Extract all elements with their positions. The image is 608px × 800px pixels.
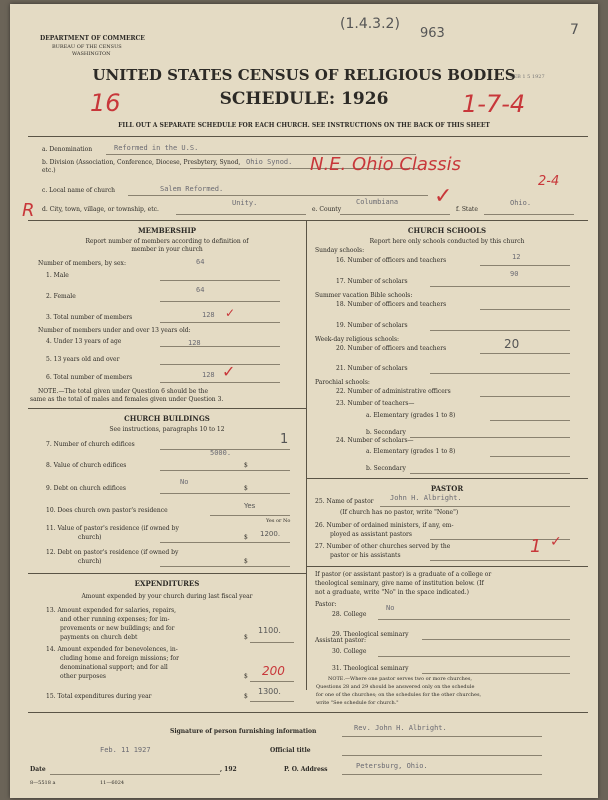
q10-label: 10. Does church own pastor's residence	[46, 507, 168, 514]
q11-label-a: 11. Value of pastor's residence (if owned by	[46, 525, 179, 532]
stamp-number: 963	[420, 26, 445, 41]
q27-line	[430, 560, 570, 561]
q25-note: (If church has no pastor, write "None")	[340, 509, 459, 516]
state-line	[484, 214, 574, 215]
q14-line	[250, 681, 294, 682]
graduate-text2: theological seminary, give name of institution below. (If	[315, 580, 484, 587]
city-label: WASHINGTON	[72, 51, 111, 57]
q7-value: 1	[280, 432, 289, 447]
city-field-label: d. City, town, village, or township, etc.	[42, 206, 159, 213]
q26-line	[430, 539, 570, 540]
q23a-line	[490, 420, 570, 421]
q22-line	[480, 396, 570, 397]
q2-value: 64	[196, 286, 205, 294]
q16-value: 12	[512, 253, 521, 261]
q17-label: 17. Number of scholars	[336, 278, 408, 285]
q10-line	[210, 515, 290, 516]
q6-check-annotation: ✓	[222, 362, 236, 381]
q6-value: 128	[202, 371, 215, 379]
footer-rule	[28, 712, 588, 713]
q4-line	[160, 346, 280, 347]
date-value: Feb. 11 1927	[100, 746, 151, 754]
expenditures-rule	[28, 573, 306, 574]
q12-line	[160, 566, 290, 567]
q13-line2: and other running expenses; for im-	[60, 616, 170, 623]
section-rule	[28, 220, 588, 221]
instructions-line: FILL OUT A SEPARATE SCHEDULE FOR EACH CHURCH. SEE INSTRUCTIONS ON THE BACK OF THIS SHEET	[118, 122, 490, 129]
summer-label: Summer vacation Bible schools:	[315, 292, 413, 299]
q1-value: 64	[196, 258, 205, 266]
sunday-label: Sunday schools:	[315, 247, 365, 254]
q14-line4: other purposes	[60, 673, 106, 680]
pencil-note: (1.4.3.2)	[340, 16, 400, 32]
local-name-value: Salem Reformed.	[160, 185, 224, 193]
q7-label: 7. Number of church edifices	[46, 441, 135, 448]
q3-check-annotation: ✓	[225, 306, 236, 320]
q27-label-b: pastor or his assistants	[330, 552, 401, 559]
q24a-line	[490, 456, 570, 457]
q26-label-a: 26. Number of ordained ministers, if any, em-	[315, 522, 454, 529]
q14-line1: 14. Amount expended for benevolences, in-	[46, 646, 178, 653]
q9-value: No	[180, 478, 189, 486]
county-line	[340, 214, 450, 215]
denomination-label: a. Denomination	[42, 146, 93, 153]
q15-dollar: $	[244, 693, 248, 700]
q20-line	[480, 353, 570, 354]
q25-label: 25. Name of pastor	[315, 498, 374, 505]
division-label: b. Division (Association, Conference, Diocese, Presbytery, Synod, etc.)	[42, 159, 241, 174]
signature-line	[342, 736, 542, 737]
q29-label: 29. Theological seminary	[332, 631, 409, 638]
buildings-rule	[28, 408, 306, 409]
q20-value: 20	[504, 337, 520, 351]
pastor-label: Pastor:	[315, 601, 337, 608]
q5-line	[160, 364, 280, 365]
q4-label: 4. Under 13 years of age	[46, 338, 122, 345]
yes-no-label: Yes or No	[266, 518, 291, 524]
q13-dollar: $	[244, 634, 248, 641]
q16-line	[480, 265, 570, 266]
state-value: Ohio.	[510, 199, 532, 207]
q13-line1: 13. Amount expended for salaries, repairs,	[46, 607, 177, 614]
q25-line	[380, 506, 570, 507]
q5-label: 5. 13 years old and over	[46, 356, 120, 363]
expenditures-heading: EXPENDITURES	[134, 579, 200, 588]
q3-label: 3. Total number of members	[46, 314, 133, 321]
date-label: Date	[30, 766, 46, 773]
official-title-label: Official title	[270, 747, 311, 754]
graduate-text3: not a graduate, write "No" in the space indicated.)	[315, 589, 469, 596]
corner-mark: 7	[570, 22, 579, 38]
local-name-line	[128, 195, 428, 196]
q16-label: 16. Number of officers and teachers	[336, 257, 447, 264]
denomination-value: Reformed in the U.S.	[114, 144, 199, 152]
q9-label: 9. Debt on church edifices	[46, 485, 126, 492]
bureau-label: BUREAU OF THE CENSUS	[52, 44, 122, 50]
q11-dollar: $	[244, 534, 248, 541]
q12-label-a: 12. Debt on pastor's residence (if owned by	[46, 549, 179, 556]
q3-line	[160, 322, 280, 323]
county-value: Columbiana	[356, 198, 399, 206]
q27-value: 1	[530, 536, 542, 557]
graduate-text1: If pastor (or assistant pastor) is a graduate of a college or	[315, 571, 492, 578]
buildings-heading: CHURCH BUILDINGS	[124, 414, 210, 423]
q23b-label: b. Secondary	[366, 429, 406, 436]
q21-label: 21. Number of scholars	[336, 365, 408, 372]
signature-label: Signature of person furnishing information	[170, 728, 317, 735]
pastor-note3: for one of the churches; on the schedules for the other churches,	[316, 692, 482, 698]
po-address-line	[342, 774, 542, 775]
po-address-label: P. O. Address	[284, 766, 328, 773]
census-form-page	[10, 4, 598, 798]
county-check-annotation: ✓	[434, 184, 453, 209]
po-address-value: Petersburg, Ohio.	[356, 762, 428, 770]
print-number: 11—6024	[100, 780, 125, 786]
q2-line	[160, 301, 280, 302]
parochial-label: Parochial schools:	[315, 379, 370, 386]
division-value: Ohio Synod.	[246, 158, 293, 166]
signature-value: Rev. John H. Albright.	[354, 724, 447, 732]
q24b-label: b. Secondary	[366, 465, 406, 472]
q8-line	[160, 470, 290, 471]
q15-label: 15. Total expenditures during year	[46, 693, 152, 700]
q2-label: 2. Female	[46, 293, 76, 300]
membership-heading: MEMBERSHIP	[137, 226, 197, 235]
graduate-rule	[306, 566, 588, 567]
q30-label: 30. College	[332, 648, 367, 655]
q19-line	[430, 330, 570, 331]
schools-heading: CHURCH SCHOOLS	[407, 226, 487, 235]
pastor-note1: NOTE.—Where one pastor serves two or more churches,	[328, 676, 473, 682]
stamp-date: FEB 1 5 1927	[510, 74, 545, 80]
q27-label-a: 27. Number of other churches served by the	[315, 543, 451, 550]
q13-line3: provements or new buildings; and for	[60, 625, 175, 632]
membership-sub1: Report number of members according to definition of	[85, 238, 249, 245]
q9-dollar: $	[244, 485, 248, 492]
pastor-heading: PASTOR	[430, 484, 464, 493]
r-annotation: R	[22, 200, 35, 221]
q23-label: 23. Number of teachers—	[336, 400, 415, 407]
q24b-line	[410, 473, 570, 474]
q10-value: Yes	[244, 502, 256, 510]
membership-note1: NOTE.—The total given under Question 6 should be the	[38, 388, 209, 395]
form-number: 8—5518 a	[30, 780, 56, 786]
assistant-label: Assistant pastor:	[315, 637, 367, 644]
q13-value: 1100.	[258, 626, 281, 635]
q13-line	[250, 642, 294, 643]
form-title: UNITED STATES CENSUS OF RELIGIOUS BODIES	[92, 66, 516, 84]
top-rule	[28, 136, 588, 137]
official-title-line	[342, 755, 542, 756]
pastor-note2: Questions 28 and 29 should be answered only on the schedule	[316, 684, 475, 690]
pastor-rule	[306, 478, 588, 479]
expenditures-sub: Amount expended by your church during last fiscal year	[81, 593, 253, 600]
membership-note2: same as the total of males and females given under Question 3.	[30, 396, 224, 403]
q13-line4: payments on church debt	[60, 634, 138, 641]
column-divider	[306, 220, 307, 690]
q3-value: 128	[202, 311, 215, 319]
q11-label-b: church)	[78, 534, 102, 541]
q8-dollar: $	[244, 462, 248, 469]
q30-line	[378, 656, 570, 657]
city-field-line	[176, 214, 306, 215]
year-label: , 192	[220, 766, 237, 773]
weekday-label: Week-day religious schools:	[315, 336, 400, 343]
code-annotation: 2-4	[538, 174, 560, 189]
q31-label: 31. Theological seminary	[332, 665, 409, 672]
right-code-annotation: 1-7-4	[462, 90, 526, 118]
q17-value: 90	[510, 270, 519, 278]
q15-value: 1300.	[258, 687, 281, 696]
q12-label-b: church)	[78, 558, 102, 565]
q25-value: John H. Albright.	[390, 494, 462, 502]
q11-value: 1200.	[260, 530, 281, 538]
q31-line	[422, 673, 570, 674]
buildings-sub: See instructions, paragraphs 10 to 12	[109, 426, 225, 433]
q26-label-b: ployed as assistant pastors	[330, 531, 412, 538]
left-number-annotation: 16	[90, 89, 121, 117]
q28-line	[378, 619, 570, 620]
q28-value: No	[386, 604, 395, 612]
q19-label: 19. Number of scholars	[336, 322, 408, 329]
members-by-age-label: Number of members under and over 13 years old:	[38, 327, 191, 334]
q1-line	[160, 280, 280, 281]
q24a-label: a. Elementary (grades 1 to 8)	[366, 448, 456, 455]
q23b-line	[410, 437, 570, 438]
q14-line2: cluding home and foreign missions; for	[60, 655, 179, 662]
q24-label: 24. Number of scholars—	[336, 437, 414, 444]
q4-value: 128	[188, 339, 201, 347]
q21-line	[430, 373, 570, 374]
membership-sub2: member in your church	[131, 246, 203, 253]
city-field-value: Unity.	[232, 199, 258, 207]
dept-label: DEPARTMENT OF COMMERCE	[40, 35, 145, 42]
q8-label: 8. Value of church edifices	[46, 462, 127, 469]
q23a-label: a. Elementary (grades 1 to 8)	[366, 412, 456, 419]
q18-line	[480, 309, 570, 310]
q27-check-annotation: ✓	[550, 534, 562, 550]
classis-annotation: N.E. Ohio Classis	[310, 154, 462, 175]
q28-label: 28. College	[332, 611, 367, 618]
q22-label: 22. Number of administrative officers	[336, 388, 451, 395]
q9-line	[160, 493, 290, 494]
q11-line	[160, 542, 290, 543]
county-label: e. County	[312, 206, 342, 213]
q6-line	[160, 382, 280, 383]
q14-value: 200	[262, 664, 285, 678]
q29-line	[422, 639, 570, 640]
schedule-title: SCHEDULE: 1926	[219, 89, 389, 109]
date-line	[50, 774, 220, 775]
q15-line	[250, 701, 294, 702]
q14-line3: denominational support; and for all	[60, 664, 168, 671]
members-by-sex-label: Number of members, by sex:	[38, 260, 126, 267]
q18-label: 18. Number of officers and teachers	[336, 301, 447, 308]
q8-value: 5000.	[210, 449, 232, 457]
schools-sub: Report here only schools conducted by this church	[369, 238, 525, 245]
q14-dollar: $	[244, 673, 248, 680]
state-label: f. State	[456, 206, 478, 213]
local-name-label: c. Local name of church	[42, 187, 116, 194]
q12-dollar: $	[244, 558, 248, 565]
q20-label: 20. Number of officers and teachers	[336, 345, 447, 352]
pastor-note4: write "See schedule for church."	[316, 700, 399, 706]
q6-label: 6. Total number of members	[46, 374, 133, 381]
q1-label: 1. Male	[46, 272, 69, 279]
q17-line	[430, 286, 570, 287]
